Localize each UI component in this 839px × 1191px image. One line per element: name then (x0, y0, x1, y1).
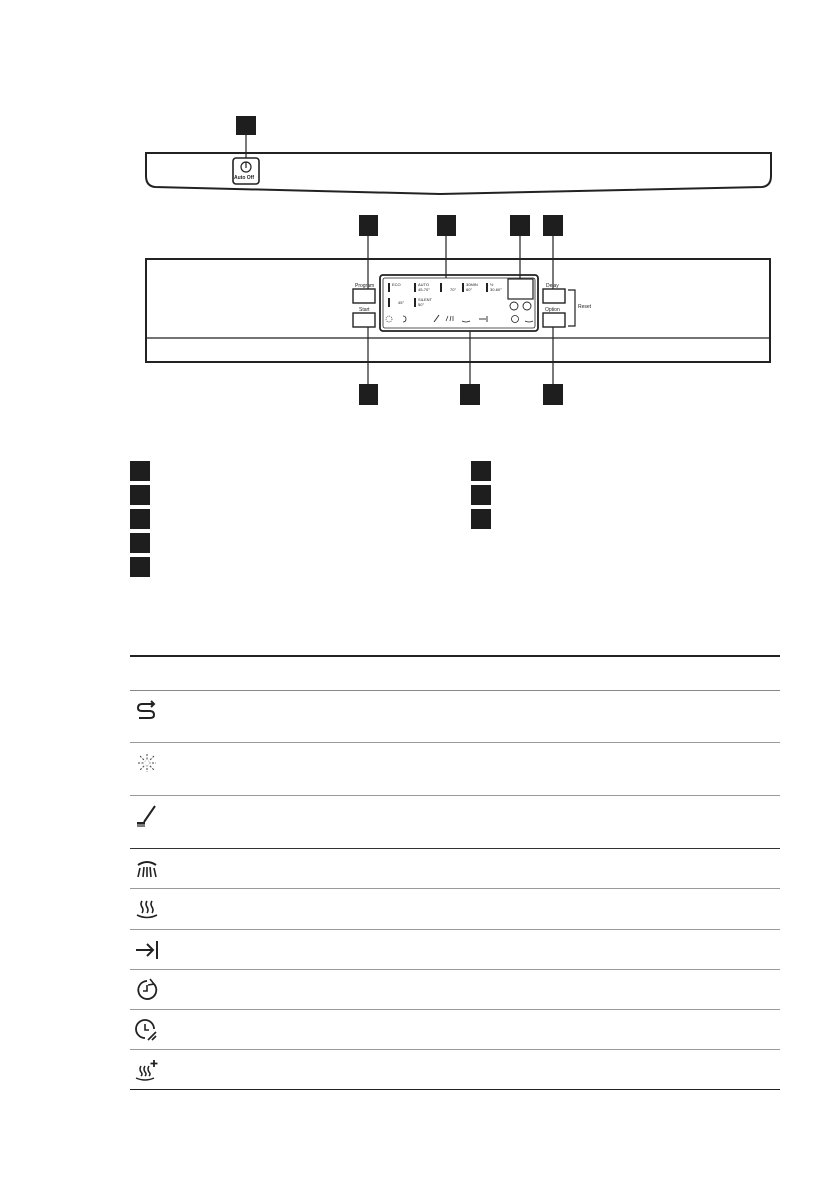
table-row (130, 796, 780, 849)
display-prog-7: SILENT 50° (418, 297, 433, 307)
sparkle-icon (134, 751, 160, 775)
start-button-label[interactable]: Start (359, 307, 370, 313)
delay-timer-icon (134, 978, 160, 1002)
symbols-table (130, 655, 780, 1090)
key-marker-4 (130, 533, 150, 553)
key-marker-7 (471, 485, 491, 505)
reset-label: Reset (578, 304, 592, 310)
brush-icon (134, 804, 160, 828)
table-row (130, 1010, 780, 1050)
display-prog-6: 45° (398, 300, 405, 305)
key-marker-6 (471, 461, 491, 481)
display-prog-5: ½ 30-60° (490, 282, 502, 292)
key-marker-1 (130, 461, 150, 481)
key-marker-2 (130, 485, 150, 505)
table-row (130, 849, 780, 889)
key-marker-3 (130, 509, 150, 529)
time-manager-icon (134, 1018, 160, 1042)
program-button-box (353, 289, 375, 303)
delay-button-label[interactable]: Delay (546, 283, 559, 289)
option-button-box (543, 313, 565, 327)
table-header-row (130, 656, 780, 691)
control-panel-drawing (0, 0, 839, 420)
delay-button-box (543, 289, 565, 303)
program-button-label[interactable]: Program (355, 283, 375, 289)
drying-icon (134, 897, 160, 921)
power-button-label: Auto Off (234, 175, 254, 181)
display-prog-4: 30MIN 60° (466, 282, 478, 292)
extra-dry-icon (134, 1058, 160, 1082)
display-prog-2: AUTO 45-70° (418, 282, 430, 292)
reset-bracket (568, 290, 575, 326)
table-row (130, 889, 780, 930)
regenerate-icon (134, 699, 160, 723)
display-prog-1: ECO (392, 282, 401, 287)
table-row (130, 743, 780, 796)
display-prog-3: 70° (450, 287, 457, 292)
option-button-label[interactable]: Option (545, 307, 560, 313)
start-button-box (353, 313, 375, 327)
key-marker-5 (130, 557, 150, 577)
table-row (130, 970, 780, 1010)
table-row (130, 1050, 780, 1090)
spray-arms-icon (134, 857, 160, 881)
end-arrow-icon (134, 938, 160, 962)
table-row (130, 691, 780, 743)
table-row (130, 930, 780, 970)
key-marker-8 (471, 509, 491, 529)
digit-window (508, 279, 533, 299)
